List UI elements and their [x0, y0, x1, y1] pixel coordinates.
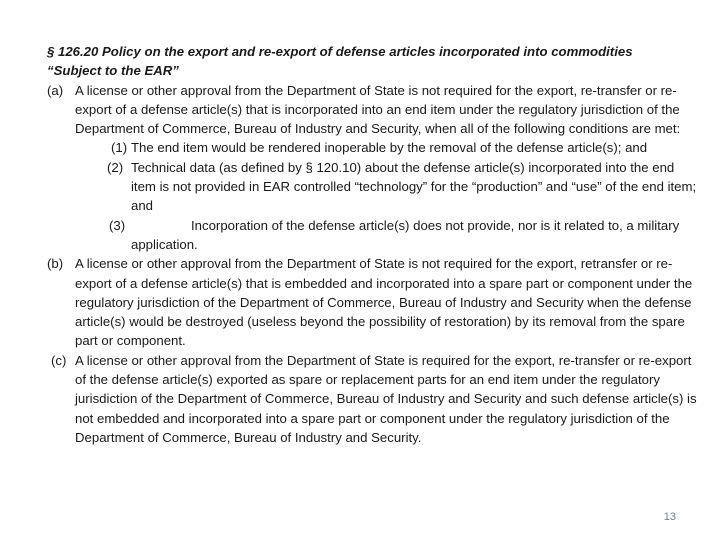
- paragraph-a-text: A license or other approval from the Department of State is not required for the export, re-transfer or re-export of a defense article(s) that is incorporated into an end item under the regulatory jurisdiction of the Department of Commerce, Bureau of Industry and Security, when all of the following conditions are met:: [75, 82, 681, 137]
- paragraph-c: [47, 351, 697, 447]
- page-number: 13: [663, 511, 676, 523]
- condition-3-marker: (3): [109, 217, 126, 233]
- condition-1-marker: (1): [111, 140, 128, 156]
- condition-3-text: Incorporation of the defense article(s) does not provide, nor is it related to, a military application.: [131, 217, 680, 252]
- paragraph-b-text: A license or other approval from the Department of State is not required for the export, retransfer or re-export of a defense article(s) that is embedded and incorporated into a spare part or component under the regulatory jurisdiction of the Department of Commerce, Bureau of Industry and Security when the defense article(s) would be destroyed (useless beyond the possibility of restoration) by its removal from the spare part or component.: [75, 256, 693, 349]
- condition-2-text: Technical data (as defined by § 120.10) about the defense article(s) incorporated into the end item is not provided in EAR controlled “technology” for the “production” and “use” of the end item; and: [131, 159, 697, 214]
- paragraph-a-marker: (a): [47, 82, 64, 98]
- paragraph-c-marker: (c): [51, 352, 67, 368]
- condition-1: [47, 138, 697, 157]
- section-heading: [47, 42, 697, 81]
- section-heading-line-1: § 126.20 Policy on the export and re-export of defense articles incorporated into commodities: [47, 44, 633, 59]
- paragraph-b: [47, 254, 697, 350]
- paragraph-b-marker: (b): [47, 256, 64, 272]
- condition-2: [47, 158, 697, 216]
- section-heading-line-2: “Subject to the EAR”: [47, 63, 179, 79]
- regulation-text: [47, 42, 697, 447]
- condition-3: [47, 216, 697, 255]
- condition-1-text: The end item would be rendered inoperable by the removal of the defense article(s); and: [131, 140, 648, 156]
- paragraph-c-text: A license or other approval from the Department of State is required for the export, re-transfer or re-export of the defense article(s) exported as spare or replacement parts for an end item under the regulatory jurisdiction of the Department of Commerce, Bureau of Industry and Security and such defense article(s) is not embedded and incorporated into a spare part or component under the regulatory jurisdiction of the Department of Commerce, Bureau of Industry and Security.: [75, 352, 697, 445]
- paragraph-a: [47, 81, 697, 139]
- condition-2-marker: (2): [107, 159, 124, 175]
